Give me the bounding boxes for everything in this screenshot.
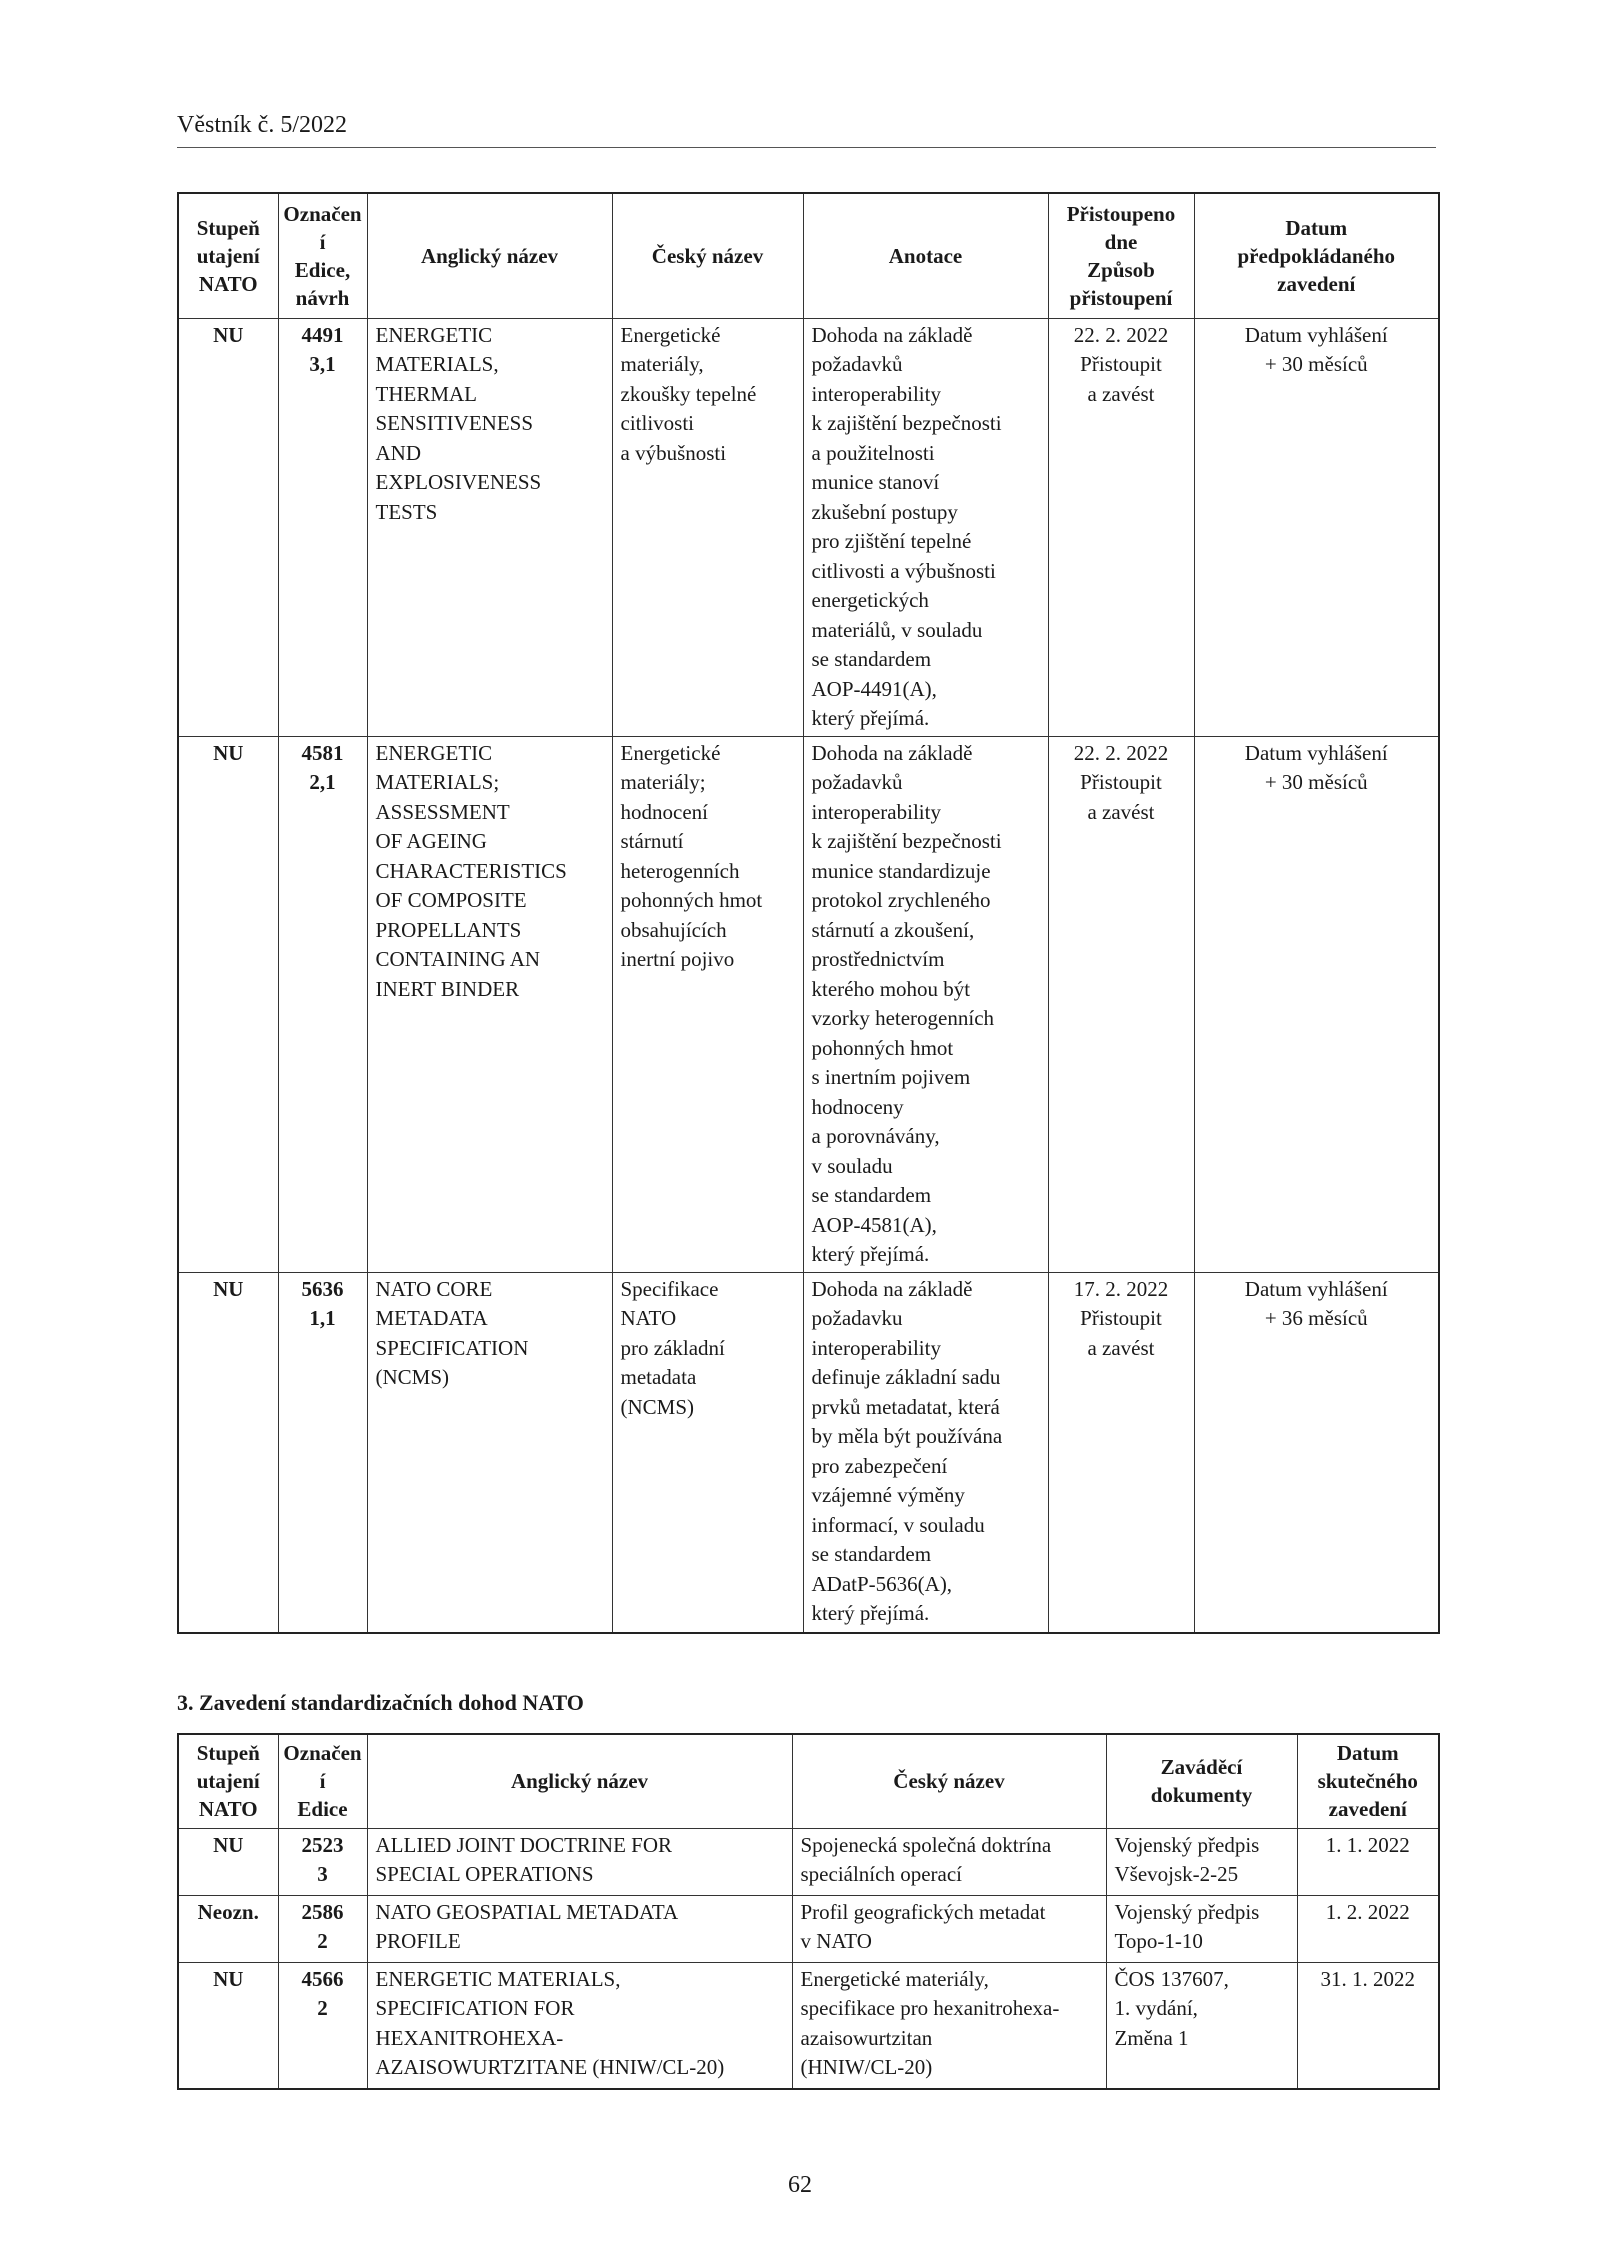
running-header bbox=[177, 112, 1436, 148]
running-title: Věstník č. 5/2022 bbox=[177, 112, 347, 138]
header-zavadeci: Zaváděcí dokumenty bbox=[1106, 1734, 1297, 1828]
cell-pristoupeno: 22. 2. 2022 Přistoupit a zavést bbox=[1048, 318, 1194, 736]
table-row bbox=[178, 1895, 1439, 1962]
cell-oznaceni: 4491 3,1 bbox=[278, 318, 367, 736]
cell-anglicky: NATO GEOSPATIAL METADATA PROFILE bbox=[367, 1895, 792, 1962]
cell-pristoupeno: 22. 2. 2022 Přistoupit a zavést bbox=[1048, 736, 1194, 1272]
cell-oznaceni: 5636 1,1 bbox=[278, 1272, 367, 1633]
table-row bbox=[178, 1272, 1439, 1633]
cell-anotace: Dohoda na základě požadavku interoperability definuje základní sadu prvků metadatat, která by měla být používána pro zabezpečení vzájemné výměny informací, v souladu se standardem ADatP-5636(A), který přejímá. bbox=[803, 1272, 1048, 1633]
cell-datum: 1. 2. 2022 bbox=[1297, 1895, 1439, 1962]
header-anglicky: Anglický název bbox=[367, 193, 612, 318]
table-row bbox=[178, 736, 1439, 1272]
cell-stupen: NU bbox=[178, 1962, 278, 2089]
header-datum: Datum skutečného zavedení bbox=[1297, 1734, 1439, 1828]
cell-datum: 1. 1. 2022 bbox=[1297, 1828, 1439, 1895]
cell-anotace: Dohoda na základě požadavků interoperability k zajištění bezpečnosti munice standardizuje protokol zrychleného stárnutí a zkoušení, prostřednictvím kterého mohou být vzorky heterogenních pohonných hmot s inertním pojivem hodnoceny a porovnávány, v souladu se standardem AOP-4581(A), který přejímá. bbox=[803, 736, 1048, 1272]
header-cesky: Český název bbox=[612, 193, 803, 318]
cell-cesky: Profil geografických metadat v NATO bbox=[792, 1895, 1106, 1962]
table-row bbox=[178, 318, 1439, 736]
cell-zavadeci: Vojenský předpis Vševojsk-2-25 bbox=[1106, 1828, 1297, 1895]
header-cesky: Český název bbox=[792, 1734, 1106, 1828]
cell-datum: 31. 1. 2022 bbox=[1297, 1962, 1439, 2089]
cell-datum: Datum vyhlášení + 36 měsíců bbox=[1194, 1272, 1439, 1633]
table-header-row bbox=[178, 1734, 1439, 1828]
stanag-implementation-table bbox=[177, 1733, 1440, 2090]
cell-pristoupeno: 17. 2. 2022 Přistoupit a zavést bbox=[1048, 1272, 1194, 1633]
stanag-accession-table bbox=[177, 192, 1440, 1634]
cell-oznaceni: 4566 2 bbox=[278, 1962, 367, 2089]
header-datum: Datum předpokládaného zavedení bbox=[1194, 193, 1439, 318]
cell-datum: Datum vyhlášení + 30 měsíců bbox=[1194, 318, 1439, 736]
cell-anotace: Dohoda na základě požadavků interoperability k zajištění bezpečnosti a použitelnosti munice stanoví zkušební postupy pro zjištění tepelné citlivosti a výbušnosti energetických materiálů, v souladu se standardem AOP-4491(A), který přejímá. bbox=[803, 318, 1048, 736]
cell-stupen: Neozn. bbox=[178, 1895, 278, 1962]
cell-cesky: Energetické materiály; hodnocení stárnutí heterogenních pohonných hmot obsahujících inertní pojivo bbox=[612, 736, 803, 1272]
header-oznaceni: Označení Edice, návrh bbox=[278, 193, 367, 318]
cell-stupen: NU bbox=[178, 318, 278, 736]
section-title: 3. Zavedení standardizačních dohod NATO bbox=[177, 1690, 584, 1715]
cell-stupen: NU bbox=[178, 1272, 278, 1633]
cell-oznaceni: 2523 3 bbox=[278, 1828, 367, 1895]
header-pristoupeno: Přistoupeno dne Způsob přistoupení bbox=[1048, 193, 1194, 318]
page-number: 62 bbox=[788, 2172, 812, 2198]
cell-cesky: Energetické materiály, zkoušky tepelné citlivosti a výbušnosti bbox=[612, 318, 803, 736]
table-row bbox=[178, 1828, 1439, 1895]
cell-cesky: Energetické materiály, specifikace pro hexanitrohexa- azaisowurtzitan (HNIW/CL-20) bbox=[792, 1962, 1106, 2089]
header-oznaceni: Označení Edice bbox=[278, 1734, 367, 1828]
header-anglicky: Anglický název bbox=[367, 1734, 792, 1828]
cell-datum: Datum vyhlášení + 30 měsíců bbox=[1194, 736, 1439, 1272]
header-stupen: Stupeň utajení NATO bbox=[178, 193, 278, 318]
cell-stupen: NU bbox=[178, 1828, 278, 1895]
cell-stupen: NU bbox=[178, 736, 278, 1272]
cell-anglicky: ENERGETIC MATERIALS, THERMAL SENSITIVENESS AND EXPLOSIVENESS TESTS bbox=[367, 318, 612, 736]
header-anotace: Anotace bbox=[803, 193, 1048, 318]
cell-zavadeci: Vojenský předpis Topo-1-10 bbox=[1106, 1895, 1297, 1962]
cell-anglicky: ENERGETIC MATERIALS; ASSESSMENT OF AGEING CHARACTERISTICS OF COMPOSITE PROPELLANTS CONTAINING AN INERT BINDER bbox=[367, 736, 612, 1272]
table-header-row bbox=[178, 193, 1439, 318]
cell-zavadeci: ČOS 137607, 1. vydání, Změna 1 bbox=[1106, 1962, 1297, 2089]
cell-anglicky: ENERGETIC MATERIALS, SPECIFICATION FOR HEXANITROHEXA- AZAISOWURTZITANE (HNIW/CL-20) bbox=[367, 1962, 792, 2089]
cell-oznaceni: 4581 2,1 bbox=[278, 736, 367, 1272]
table-row bbox=[178, 1962, 1439, 2089]
header-stupen: Stupeň utajení NATO bbox=[178, 1734, 278, 1828]
cell-cesky: Specifikace NATO pro základní metadata (NCMS) bbox=[612, 1272, 803, 1633]
cell-anglicky: ALLIED JOINT DOCTRINE FOR SPECIAL OPERATIONS bbox=[367, 1828, 792, 1895]
cell-cesky: Spojenecká společná doktrína speciálních operací bbox=[792, 1828, 1106, 1895]
cell-anglicky: NATO CORE METADATA SPECIFICATION (NCMS) bbox=[367, 1272, 612, 1633]
cell-oznaceni: 2586 2 bbox=[278, 1895, 367, 1962]
